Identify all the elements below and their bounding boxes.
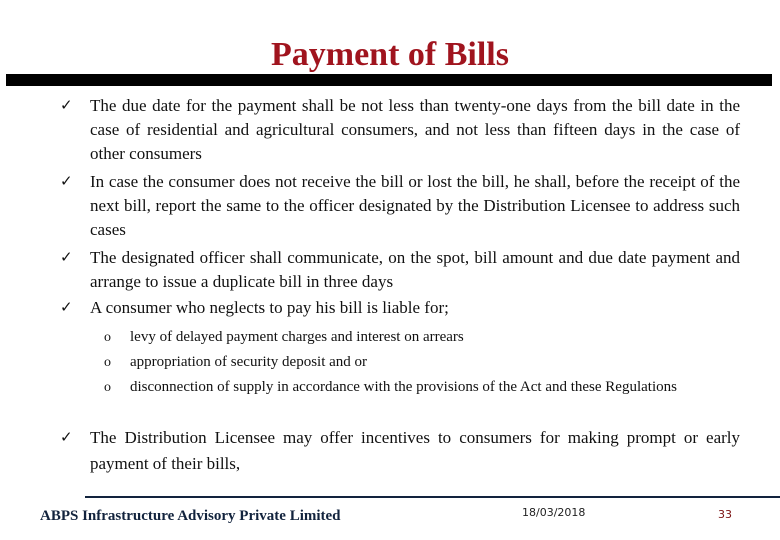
circle-bullet-icon: o bbox=[104, 355, 111, 370]
sub-bullet-3 bbox=[104, 377, 740, 398]
footer-date: 18/03/2018 bbox=[522, 506, 586, 519]
bullet-5 bbox=[60, 425, 740, 477]
check-icon: ✓ bbox=[60, 300, 73, 316]
bullet-3 bbox=[60, 246, 740, 294]
footer-divider bbox=[85, 496, 780, 498]
sub-bullet-text: appropriation of security deposit and or bbox=[130, 354, 368, 370]
circle-bullet-icon: o bbox=[104, 330, 111, 345]
sub-bullet-1 bbox=[104, 327, 740, 348]
slide-title: Payment of Bills bbox=[271, 36, 509, 73]
check-icon: ✓ bbox=[60, 174, 73, 190]
sub-bullet-text: disconnection of supply in accordance with the provisions of the Act and these Regulations bbox=[130, 379, 677, 395]
bullet-text: The Distribution Licensee may offer incentives to consumers for making prompt or early payment of their bills, bbox=[90, 428, 740, 473]
sub-bullet-text: levy of delayed payment charges and interest on arrears bbox=[130, 329, 464, 345]
bullet-4 bbox=[60, 296, 740, 320]
bullet-text: A consumer who neglects to pay his bill is liable for; bbox=[90, 298, 449, 317]
page-number: 33 bbox=[718, 508, 732, 521]
bullet-text: The designated officer shall communicate, on the spot, bill amount and due date payment and arrange to issue a duplicate bill in three days bbox=[90, 248, 740, 291]
title-divider bbox=[6, 74, 772, 86]
footer-organization: ABPS Infrastructure Advisory Private Limited bbox=[40, 508, 341, 524]
check-icon: ✓ bbox=[60, 98, 73, 114]
bullet-1 bbox=[60, 94, 740, 166]
bullet-2 bbox=[60, 170, 740, 242]
sub-bullet-2 bbox=[104, 352, 740, 373]
bullet-text: In case the consumer does not receive the bill or lost the bill, he shall, before the receipt of the next bill, report the same to the officer designated by the Distribution Licensee to address such cases bbox=[90, 172, 740, 239]
circle-bullet-icon: o bbox=[104, 380, 111, 395]
check-icon: ✓ bbox=[60, 250, 73, 266]
check-icon: ✓ bbox=[60, 430, 73, 446]
bullet-text: The due date for the payment shall be not less than twenty-one days from the bill date in the case of residential and agricultural consumers, and not less than fifteen days in the case of other consumers bbox=[90, 96, 740, 163]
